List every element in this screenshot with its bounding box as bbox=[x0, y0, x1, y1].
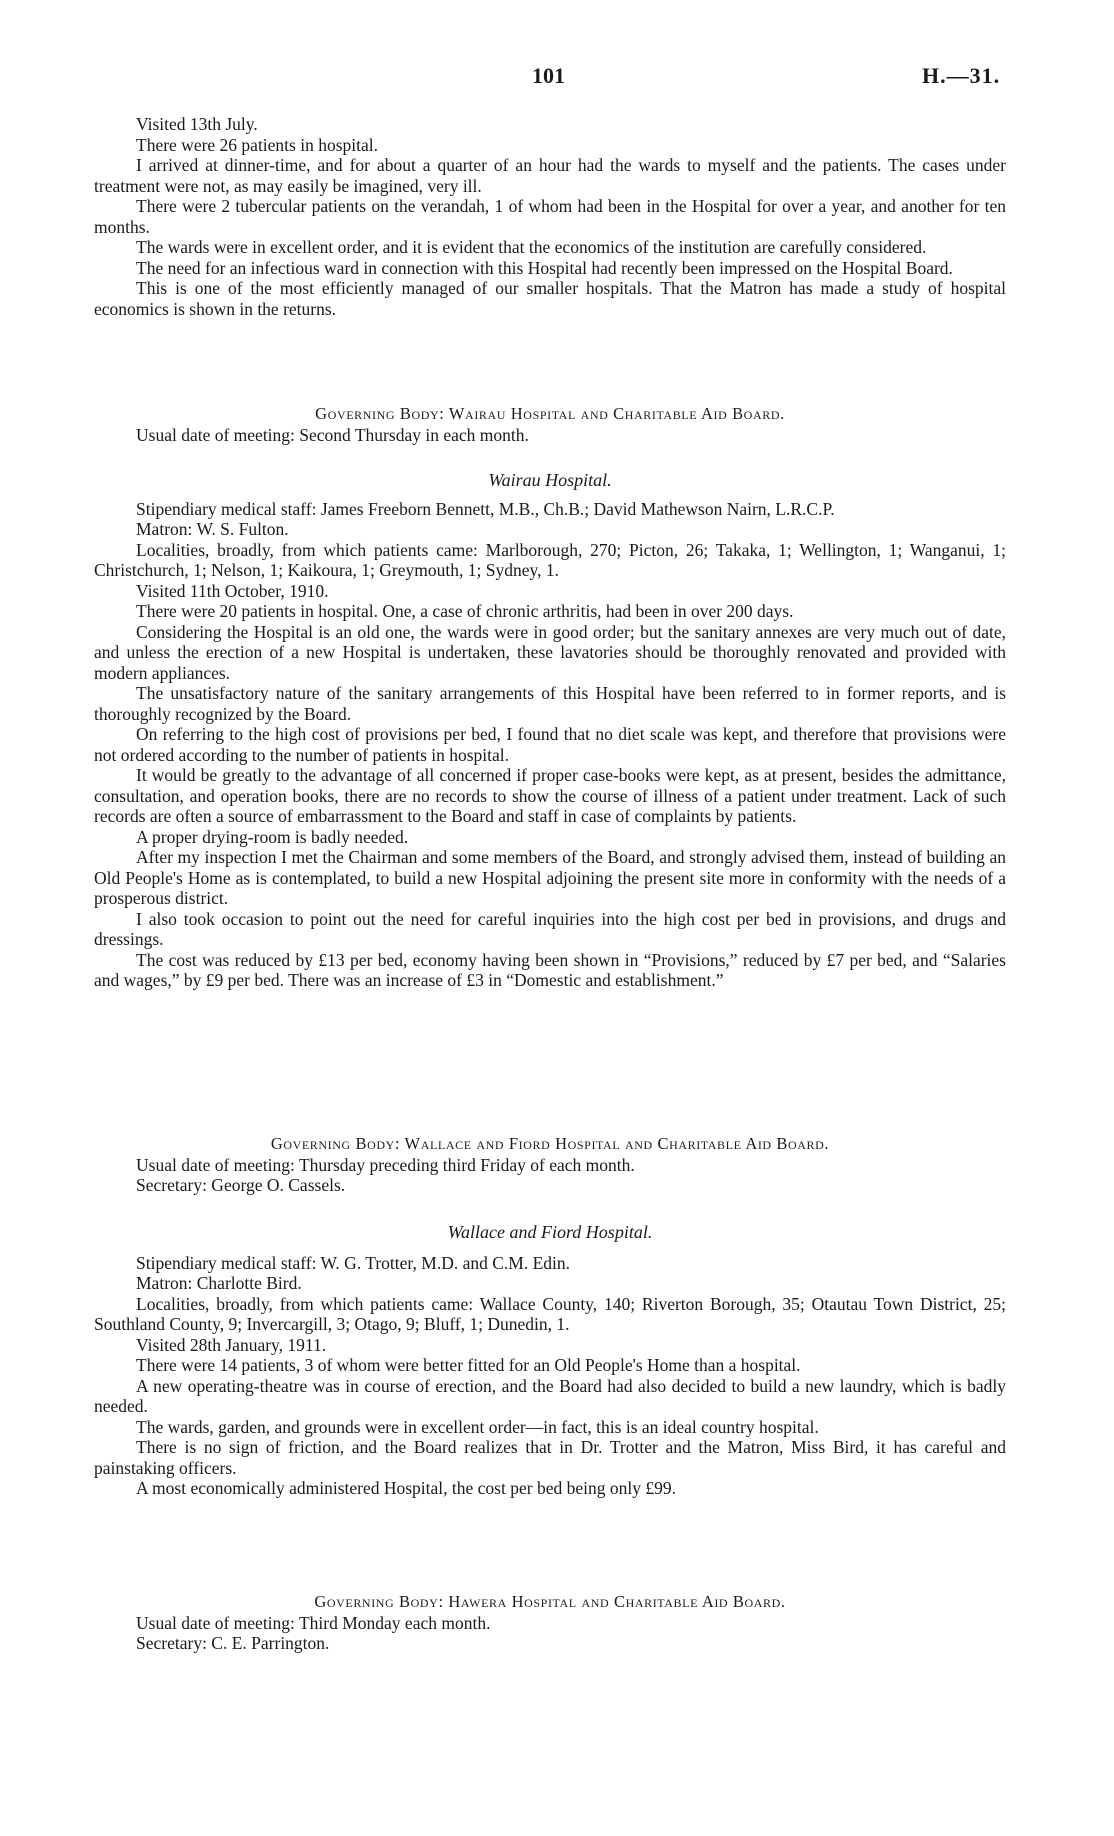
paragraph: Localities, broadly, from which patients came: Wallace County, 140; Riverton Borough, 35; Otautau Town District, 25; Southland County, 9; Invercargill, 3; Otago, 9; Bluff, 1; Dunedin, 1. bbox=[94, 1293, 1006, 1334]
paragraph: Visited 13th July. bbox=[136, 114, 258, 134]
paragraph: Visited 28th January, 1911. bbox=[136, 1334, 327, 1355]
paragraph: I also took occasion to point out the need for careful inquiries into the high cost per bed in provisions, and drugs and dressings. bbox=[94, 908, 1006, 949]
paragraph: Matron: Charlotte Bird. bbox=[136, 1273, 302, 1293]
wallace-hospital bbox=[94, 1222, 1006, 1499]
meeting-date: Usual date of meeting: Thursday preceding third Friday of each month. bbox=[136, 1154, 635, 1175]
secretary: Secretary: C. E. Parrington. bbox=[136, 1633, 330, 1653]
paragraph: The need for an infectious ward in connection with this Hospital had recently been impressed on the Hospital Board. bbox=[136, 257, 953, 278]
paragraph: This is one of the most efficiently managed of our smaller hospitals. That the Matron has made a study of hospital economics is shown in the returns. bbox=[94, 278, 1006, 319]
secretary: Secretary: George O. Cassels. bbox=[136, 1175, 346, 1195]
paragraph: There were 14 patients, 3 of whom were better fitted for an Old People's Home than a hospital. bbox=[136, 1355, 801, 1375]
document-reference: H.—31. bbox=[922, 63, 1001, 88]
governing-body-heading: Governing Body: Wallace and Fiord Hospital and Charitable Aid Board. bbox=[270, 1134, 830, 1153]
paragraph: A most economically administered Hospital, the cost per bed being only £99. bbox=[136, 1478, 676, 1498]
paragraph: Visited 11th October, 1910. bbox=[136, 580, 329, 601]
hospital-title: Wallace and Fiord Hospital. bbox=[447, 1222, 653, 1242]
paragraph: There is no sign of friction, and the Board realizes that in Dr. Trotter and the Matron, Miss Bird, it has careful and painstaking officers. bbox=[94, 1437, 1006, 1478]
paragraph: The wards were in excellent order, and it is evident that the economics of the institution are carefully considered. bbox=[136, 237, 927, 257]
paragraph: The wards, garden, and grounds were in excellent order—in fact, this is an ideal country hospital. bbox=[136, 1416, 819, 1437]
paragraph: Matron: W. S. Fulton. bbox=[136, 519, 289, 539]
paragraph: The unsatisfactory nature of the sanitary arrangements of this Hospital have been referred to in former reports, and is thoroughly recognized by the Board. bbox=[94, 683, 1006, 724]
paragraph: There were 2 tubercular patients on the verandah, 1 of whom had been in the Hospital for over a year, and another for ten months. bbox=[94, 196, 1006, 237]
paragraph: There were 20 patients in hospital. One, a case of chronic arthritis, had been in over 200 days. bbox=[136, 601, 794, 621]
governing-body-heading: Governing Body: Hawera Hospital and Charitable Aid Board. bbox=[314, 1592, 786, 1611]
paragraph: I arrived at dinner-time, and for about a quarter of an hour had the wards to myself and the patients. The cases under treatment were not, as may easily be imagined, very ill. bbox=[94, 155, 1006, 196]
hospital-title: Wairau Hospital. bbox=[488, 470, 612, 490]
paragraph: Stipendiary medical staff: James Freeborn Bennett, M.B., Ch.B.; David Mathewson Nairn, L.R.C.P. bbox=[136, 498, 835, 519]
paragraph: The cost was reduced by £13 per bed, economy having been shown in “Provisions,” reduced by £7 per bed, and “Salaries and wages,” by £9 per bed. There was an increase of £3 in “Domestic and establishment.” bbox=[94, 949, 1006, 990]
governing-body-heading: Governing Body: Wairau Hospital and Charitable Aid Board. bbox=[315, 404, 785, 423]
paragraph: It would be greatly to the advantage of all concerned if proper case-books were kept, as at present, besides the admittance, consultation, and operation books, there are no records to show the course of illness of a patient under treatment. Lack of such records are often a source of embarrassment to the Board and staff in case of complaints by patients. bbox=[94, 765, 1006, 826]
paragraph: There were 26 patients in hospital. bbox=[136, 134, 379, 155]
paragraph: Stipendiary medical staff: W. G. Trotter, M.D. and C.M. Edin. bbox=[136, 1252, 571, 1273]
paragraph: On referring to the high cost of provisions per bed, I found that no diet scale was kept, and therefore that provisions were not ordered according to the number of patients in hospital. bbox=[94, 724, 1006, 765]
meeting-date: Usual date of meeting: Second Thursday in each month. bbox=[136, 424, 529, 445]
page-number: 101 bbox=[532, 63, 565, 88]
paragraph: Considering the Hospital is an old one, the wards were in good order; but the sanitary annexes are very much out of date, and unless the erection of a new Hospital is undertaken, these lavatories should be thoroughly renovated and provided with modern appliances. bbox=[94, 621, 1006, 683]
meeting-date: Usual date of meeting: Third Monday each month. bbox=[136, 1612, 491, 1633]
paragraph: A new operating-theatre was in course of erection, and the Board had also decided to build a new laundry, which is badly needed. bbox=[94, 1375, 1006, 1416]
paragraph: After my inspection I met the Chairman and some members of the Board, and strongly advised them, instead of building an Old People's Home as is contemplated, to build a new Hospital adjoining the present site more in conformity with the needs of a prosperous district. bbox=[94, 847, 1006, 908]
hawera-section bbox=[94, 1592, 1006, 1654]
paragraph: Localities, broadly, from which patients came: Marlborough, 270; Picton, 26; Takaka, 1; Wellington, 1; Wanganui, 1; Christchurch, 1; Nelson, 1; Kaikoura, 1; Greymouth, 1; Sydney, 1. bbox=[94, 539, 1006, 580]
wairau-section bbox=[94, 404, 1006, 445]
wallace-section bbox=[94, 1134, 1006, 1196]
section-continuation bbox=[94, 114, 1006, 319]
paragraph: A proper drying-room is badly needed. bbox=[136, 826, 409, 847]
wairau-hospital bbox=[94, 470, 1006, 991]
